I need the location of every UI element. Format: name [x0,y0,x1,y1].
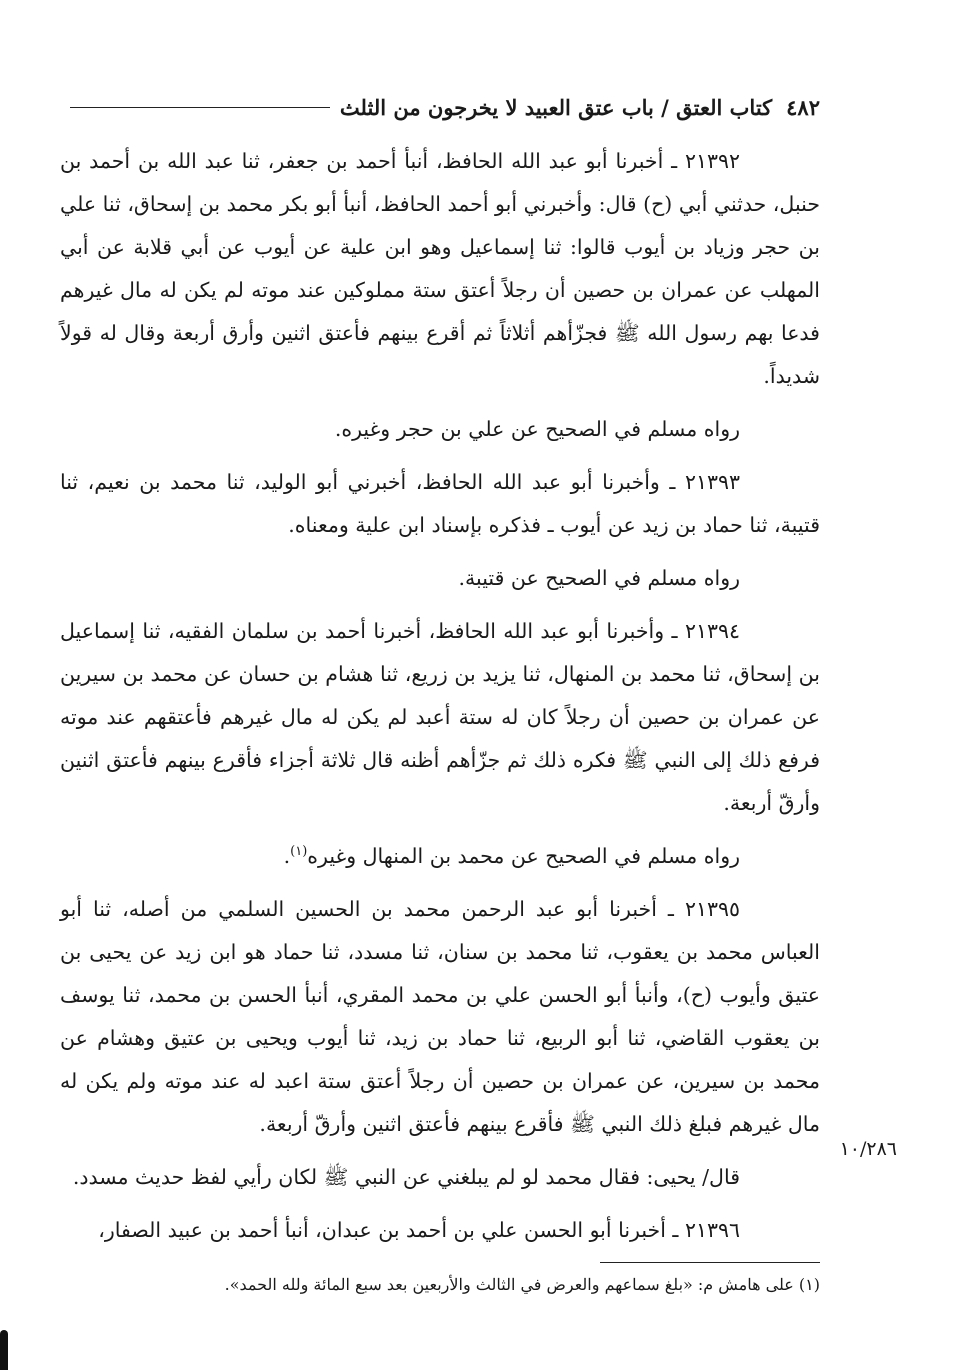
page-number: ٤٨٢ [786,94,820,120]
riwaya-text: رواه مسلم في الصحيح عن محمد بن المنهال وغيره [307,844,740,868]
page-header [60,90,820,124]
riwaya-line: رواه مسلم في الصحيح عن علي بن حجر وغيره. [334,417,740,441]
page-body [60,140,820,1252]
riwaya-line-with-footnote [60,835,820,878]
riwaya-line: رواه مسلم في الصحيح عن قتيبة. [458,566,740,590]
running-title: كتاب العتق / باب عتق العبيد لا يخرجون من الثلث [339,94,773,120]
footnote: (١) على هامش م: «بلغ سماعهم والعرض في الثالث والأربعين بعد سبع المائة ولله الحمد». [224,1275,820,1294]
hadith-21395: ٢١٣٩٥ ـ أخبرنا أبو عبد الرحمن محمد بن الحسين السلمي من أصله، ثنا أبو العباس محمد بن يعقوب، ثنا محمد بن سنان، ثنا مسدد، ثنا حماد هو ابن زيد عن يحيى بن عتيق وأيوب (ح)، وأنبأ أبو الحسن علي بن محمد المقري، أنبأ الحسن بن محمد، ثنا يوسف بن يعقوب القاضي، ثنا أبو الربيع، ثنا حماد بن زيد، ثنا أيوب ويحيى بن عتيق وهشام عن محمد بن سيرين، عن عمران بن حصين أن رجلاً أعتق ستة اعبد له عند موته ولم يكن له مال غيرهم فبلغ ذلك النبي ﷺ فأقرع بينهم فأعتق اثنين وأرقّ أربعة. [60,897,820,1136]
riwaya-end: . [283,844,291,868]
hadith-21394: ٢١٣٩٤ ـ وأخبرنا أبو عبد الله الحافظ، أخبرنا أحمد بن سلمان الفقيه، ثنا إسماعيل بن إسحاق، ثنا محمد بن المنهال، ثنا يزيد بن زريع، ثنا هشام بن حسان عن محمد بن سيرين عن عمران بن حصين أن رجلاً كان له ستة أعبد لم يكن له مال غيرهم فأعتقهم عند موته فرفع ذلك إلى النبي ﷺ فكره ذلك ثم جزّأهم أظنه قال ثلاثة أجزاء فأقرع بينهم فأعتق اثنين وأرقّ أربعة. [60,619,820,815]
qala-yahya: قال/ يحيى: فقال محمد لو لم يبلغني عن النبي ﷺ لكان رأيي لفظ حديث مسدد. [72,1165,740,1189]
footnote-rule [600,1262,820,1263]
hadith-21393: ٢١٣٩٣ ـ وأخبرنا أبو عبد الله الحافظ، أخبرني أبو الوليد، ثنا محمد بن نعيم، ثنا قتيبة، ثنا حماد بن زيد عن أيوب ـ فذكره بإسناد ابن علية ومعناه. [60,470,820,537]
hadith-21396: ٢١٣٩٦ ـ أخبرنا أبو الحسن علي بن أحمد بن عبدان، أنبأ أحمد بن عبيد الصفار، [98,1218,740,1242]
margin-reference: ١٠/٢٨٦ [839,1138,897,1160]
footnote-marker[interactable]: (١) [290,844,308,860]
header-rule [70,107,330,108]
scan-edge-mark [0,1330,8,1370]
hadith-21392: ٢١٣٩٢ ـ أخبرنا أبو عبد الله الحافظ، أنبأ أحمد بن جعفر، ثنا عبد الله بن أحمد بن حنبل، حدثني أبي (ح) قال: وأخبرني أبو أحمد الحافظ، أنبأ أبو بكر محمد بن إسحاق، ثنا علي بن حجر وزياد بن أيوب قالوا: ثنا إسماعيل وهو ابن علية عن أيوب عن أبي قلابة عن أبي المهلب عن عمران بن حصين أن رجلاً أعتق ستة مملوكين عند موته لم يكن له مال غيرهم فدعا بهم رسول الله ﷺ فجزّأهم أثلاثاً ثم أقرع بينهم فأعتق اثنين وأرق أربعة وقال له قولاً شديداً. [60,149,820,388]
